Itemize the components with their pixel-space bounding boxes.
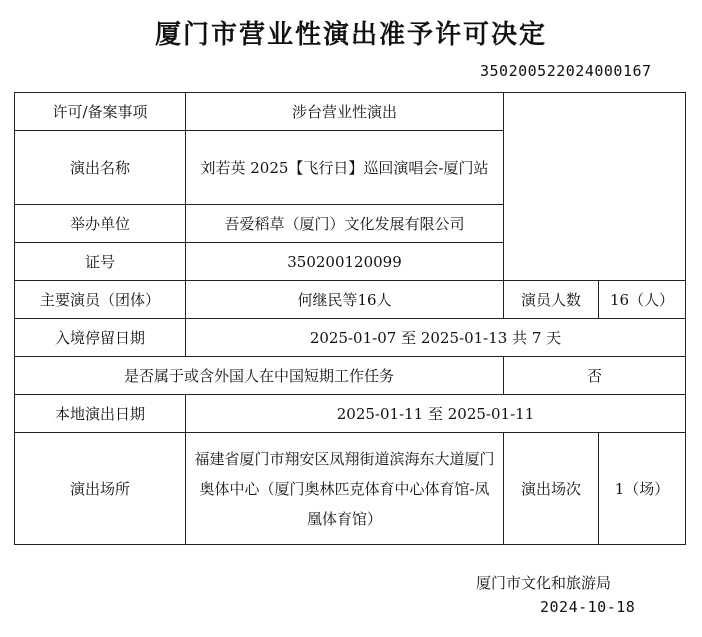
blank-cell bbox=[504, 93, 686, 281]
document-title: 厦门市营业性演出准予许可决定 bbox=[154, 20, 547, 50]
performer-count-value: 16（人） bbox=[599, 281, 686, 319]
show-name-label: 演出名称 bbox=[15, 131, 186, 205]
issue-date: 2024-10-18 bbox=[540, 598, 636, 616]
organizer-value: 吾爱稻草（厦门）文化发展有限公司 bbox=[186, 205, 504, 243]
row-item bbox=[15, 93, 686, 131]
performers-label: 主要演员（团体） bbox=[15, 281, 186, 319]
foreign-label: 是否属于或含外国人在中国短期工作任务 bbox=[15, 357, 504, 395]
performers-value: 何继民等16人 bbox=[186, 281, 504, 319]
venue-value: 福建省厦门市翔安区凤翔街道滨海东大道厦门奥体中心（厦门奥林匹克体育中心体育馆-凤凰体育馆） bbox=[186, 433, 504, 545]
license-label: 证号 bbox=[15, 243, 186, 281]
stay-value: 2025-01-07 至 2025-01-13 共 7 天 bbox=[186, 319, 686, 357]
stay-label: 入境停留日期 bbox=[15, 319, 186, 357]
sessions-label: 演出场次 bbox=[504, 433, 599, 545]
item-value: 涉台营业性演出 bbox=[186, 93, 504, 131]
license-value: 350200120099 bbox=[186, 243, 504, 281]
permit-table bbox=[14, 92, 686, 545]
foreign-value: 否 bbox=[504, 357, 686, 395]
show-name-value: 刘若英 2025【飞行日】巡回演唱会-厦门站 bbox=[186, 131, 504, 205]
performer-count-label: 演员人数 bbox=[504, 281, 599, 319]
sessions-value: 1（场） bbox=[599, 433, 686, 545]
item-label: 许可/备案事项 bbox=[15, 93, 186, 131]
row-foreign bbox=[15, 357, 686, 395]
dates-label: 本地演出日期 bbox=[15, 395, 186, 433]
row-venue bbox=[15, 433, 686, 545]
venue-label: 演出场所 bbox=[15, 433, 186, 545]
document-number: 350200522024000167 bbox=[480, 62, 652, 80]
organizer-label: 举办单位 bbox=[15, 205, 186, 243]
row-performers bbox=[15, 281, 686, 319]
issuing-authority: 厦门市文化和旅游局 bbox=[476, 574, 612, 592]
row-stay bbox=[15, 319, 686, 357]
row-dates bbox=[15, 395, 686, 433]
dates-value: 2025-01-11 至 2025-01-11 bbox=[186, 395, 686, 433]
